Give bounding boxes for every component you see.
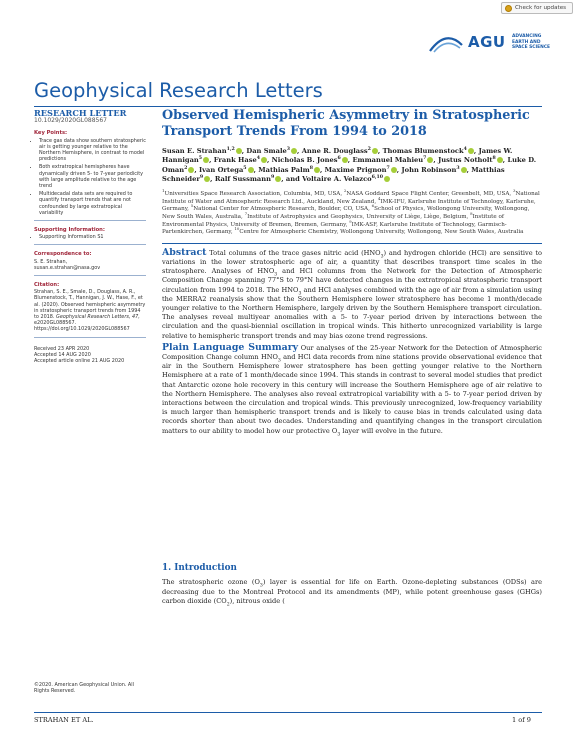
- author-name: Voltaire A. Velazco: [302, 174, 372, 183]
- author-name: Matthias Schneider: [162, 165, 505, 183]
- affiliation-number: 3: [512, 188, 516, 194]
- author-affiliation-mark: 5: [198, 156, 203, 162]
- author-name: Anne R. Douglass: [301, 147, 368, 155]
- key-points-label: Key Points:: [34, 130, 68, 137]
- orcid-icon[interactable]: [248, 167, 254, 173]
- accepted-online-date: Accepted article online 21 AUG 2020: [34, 358, 125, 365]
- orcid-icon[interactable]: [236, 148, 242, 154]
- author-name: Dan Smale: [246, 147, 287, 155]
- author-affiliation-mark: 2: [367, 146, 371, 152]
- orcid-icon[interactable]: [204, 176, 210, 182]
- supporting-info-link[interactable]: • Supporting Information S1: [39, 234, 146, 240]
- running-head: STRAHAN ET AL.: [34, 716, 94, 724]
- sidebar-divider: [34, 244, 146, 245]
- section-heading: 1. Introduction: [162, 563, 237, 573]
- author-affiliation-mark: 5: [243, 165, 247, 171]
- affiliation-number: 8: [470, 211, 473, 217]
- author-name: Thomas Blumenstock: [382, 147, 464, 155]
- agu-globe-icon: [428, 35, 464, 53]
- orcid-icon[interactable]: [261, 157, 267, 163]
- author-affiliation-mark: 9: [270, 174, 275, 180]
- author-affiliation-mark: 6: [337, 156, 341, 162]
- orcid-icon[interactable]: [291, 148, 297, 154]
- orcid-icon[interactable]: [468, 148, 474, 154]
- agu-acronym: AGU: [468, 33, 506, 51]
- agu-logo: [428, 33, 551, 57]
- affiliations: $^1$Universities Space Research Association, Columbia, MD, USA, $^2$NASA Goddard Space Flight Center, Greenbelt, MD, USA, $^3$National Institute of Water and Atmospheric Research Ltd., Auckland, New Zealand, $^4$IMK-IFU, Karlsruhe Institute of Technology, Karlsruhe, Germany, $^5$National Center for Atmospheric Research, Boulder, CO, USA, $^6$School of Physics, Wollongong University, Wollongong, New South Wales, Australia, $^7$Institute of Astrophysics and Geophysics, University of Liège, Liège, Belgium, $^8$Institute of Environmental Physics, University of Bremen, Bremen, Germany, $^9$IMK-ASF, Karlsruhe Institute of Technology, Garmisch-Partenkirchen, Germany, $^{10}$Centre for Atmospheric Chemistry, Wollongong University, Wollongong, New South Wales, Australia: [162, 188, 540, 236]
- author-name: Ralf Sussmann: [214, 174, 271, 183]
- received-date: Received 23 APR 2020: [34, 345, 90, 352]
- introduction-body: [162, 578, 542, 613]
- citation-journal: Geophysical Research Letters, 47,: [56, 314, 140, 321]
- author-name: Luke D. Oman: [162, 156, 537, 174]
- key-point: • Both extratropical hemispheres have dynamically driven 5- to 7-year periodicity with large amplitude relative to the age trend: [39, 164, 146, 189]
- affiliation-number: 9: [349, 218, 352, 224]
- orcid-icon[interactable]: [391, 167, 397, 173]
- orcid-icon[interactable]: [342, 157, 348, 163]
- author-affiliation-mark: 6,10: [371, 174, 384, 180]
- author-name: Susan E. Strahan: [162, 147, 227, 155]
- affiliation-number: 5: [190, 203, 194, 209]
- article-doi[interactable]: 10.1029/2020GL088567: [34, 117, 107, 125]
- author-affiliation-mark: 1,2: [226, 146, 235, 152]
- author-name: Emmanuel Mahieu: [352, 156, 424, 165]
- author-name: Frank Hase: [213, 156, 257, 165]
- orcid-icon[interactable]: [372, 148, 378, 154]
- author-affiliation-mark: 3: [456, 165, 460, 171]
- affiliation-number: 2: [343, 188, 347, 194]
- pls-text: Our analyses of the 25-year Network for the Detection of Atmospheric Composition Change column $HNO_3$ and HCl data records from nine stations provide observational evidence that air in the Southern Hemisphere lower stratosphere has been getting younger relative to the Northern Hemisphere at a rate of 1 month/decade since 1994. This stands in contrast to several model studies that predict that Antarctic ozone hole recovery in this century will increase the Southern Hemisphere age of air relative to the Northern Hemisphere. The analyses also reveal extratropical variability with a 5- to 7-year period driven by interactions between the circulation and tropical winds. This previously unrecognized, low-frequency variability is much larger than hemispheric transport trends and is likely to cause bias in trends calculated using data records shorter than about two decades. Understanding and quantifying changes in the transport circulation matters to our ability to model how our protective $O_3$ layer will evolve in the future.: [162, 343, 542, 437]
- check-for-updates-label: Check for updates: [515, 5, 567, 11]
- article-main: [162, 108, 542, 436]
- orcid-icon[interactable]: [497, 157, 503, 163]
- orcid-icon[interactable]: [188, 167, 194, 173]
- author-name: Justus Notholt: [438, 156, 493, 165]
- author-name: James W. Hannigan: [162, 147, 513, 165]
- affiliation-number: 1: [162, 188, 165, 194]
- author-affiliation-mark: 2: [184, 165, 188, 171]
- page-number: 1 of 9: [512, 716, 531, 724]
- sidebar-divider: [34, 337, 146, 338]
- supporting-info-label: Supporting Information:: [34, 227, 105, 234]
- intro-paragraph: The stratospheric ozone $(O_3)$ layer is essential for life on Earth. Ozone-depleting substances (ODSs) are decreasing due to the Montreal Protocol and its amendments (MP), while potent greenhouse gases (GHGs) carbon dioxide $(CO_2)$, nitrous oxide (: [162, 578, 542, 608]
- orcid-icon[interactable]: [275, 176, 281, 182]
- author-affiliation-mark: 7: [423, 156, 427, 162]
- author-name: Maxime Prignon: [324, 165, 387, 174]
- check-for-updates-button[interactable]: [501, 2, 573, 14]
- author-affiliation-mark: 3: [286, 146, 291, 152]
- citation-text: [34, 289, 146, 332]
- author-affiliation-mark: 4: [256, 156, 260, 162]
- orcid-icon[interactable]: [427, 157, 433, 163]
- orcid-icon[interactable]: [461, 167, 467, 173]
- correspondence-name: S. E. Strahan,: [34, 258, 68, 265]
- key-point: • Multidecadal data sets are required to quantify transport trends that are not confounded by large extratropical variability: [39, 191, 146, 216]
- agu-tagline: ADVANCING EARTH AND SPACE SCIENCE: [512, 34, 551, 51]
- abstract-heading: Abstract: [162, 246, 207, 258]
- article-type: RESEARCH LETTER: [34, 108, 127, 118]
- orcid-icon[interactable]: [314, 167, 320, 173]
- author-name: Mathias Palm: [258, 165, 310, 174]
- abstract-section: [162, 248, 542, 341]
- author-list: Susan E. Strahan$^{1,2}$ , Dan Smale$^3$ , Anne R. Douglass$^2$ , Thomas Blumenstock$^4$ , James W. Hannigan$^5$ , Frank Hase$^4$ , Nicholas B. Jones$^6$ , Emmanuel Mahieu$^7$ , Justus Notholt$^8$ , Luke D. Oman$^2$ , Ivan Ortega$^5$ , Mathias Palm$^8$ , Maxime Prignon$^7$ , John Robinson$^3$ , Matthias Schneider$^9$ , Ralf Sussmann$^9$ , and Voltaire A. Velazco$^{6,10}$: [162, 146, 537, 183]
- orcid-icon[interactable]: [384, 176, 390, 182]
- accepted-date: Accepted 14 AUG 2020: [34, 351, 91, 358]
- abstract-divider: [162, 243, 542, 244]
- citation-doi-link[interactable]: e2020GL088567. https://doi.org/10.1029/2020GL088567: [34, 320, 130, 333]
- affiliation-number: 4: [377, 195, 381, 201]
- sidebar: [34, 110, 146, 364]
- author-affiliation-mark: 9: [199, 174, 204, 180]
- author-affiliation-mark: 8: [492, 156, 496, 162]
- footer-divider: [34, 712, 542, 713]
- author-affiliation-mark: 4: [463, 146, 467, 152]
- author-affiliation-mark: 7: [386, 165, 390, 171]
- citation-label: Citation:: [34, 282, 60, 289]
- correspondence-label: Correspondence to:: [34, 251, 92, 258]
- affiliation-number: 10: [234, 226, 240, 232]
- sidebar-divider: [34, 275, 146, 276]
- affiliation-number: 6: [371, 203, 375, 209]
- sidebar-divider: [34, 220, 146, 221]
- author-name: Ivan Ortega: [199, 165, 244, 174]
- updates-icon: [505, 5, 512, 12]
- author-affiliation-mark: 8: [309, 165, 313, 171]
- journal-title: Geophysical Research Letters: [34, 79, 323, 102]
- supporting-info-list: [34, 234, 146, 240]
- key-point: • Trace gas data show southern stratospheric air is getting younger relative to the Northern Hemisphere, in contrast to model predictions: [39, 138, 146, 163]
- article-title: Observed Hemispheric Asymmetry in Stratospheric Transport Trends From 1994 to 2018: [162, 108, 530, 139]
- pls-heading: Plain Language Summary: [162, 341, 299, 353]
- orcid-icon[interactable]: [203, 157, 209, 163]
- citation-authors: Strahan, S. E., Smale, D., Douglass, A. R., Blumenstock, T., Hannigan, J. W., Hase, F., et al. (2020). Observed hemispheric asymmetry in stratospheric transport trends from 1994 to 2018.: [34, 289, 146, 321]
- correspondence-email[interactable]: susan.e.strahan@nasa.gov: [34, 264, 101, 271]
- plain-language-summary: [162, 343, 542, 436]
- copyright-notice: ©2020. American Geophysical Union. All Rights Reserved.: [34, 682, 134, 695]
- abstract-text: Total columns of the trace gases nitric acid $(HNO_3)$ and hydrogen chloride (HCl) are sensitive to variations in the lower stratospheric age of air, a quantity that describes transport time scales in the stratosphere. Analyses of $HNO_3$ and HCl columns from the Network for the Detection of Atmospheric Composition Change spanning 77°S to 79°N have detected changes in the extratropical stratospheric transport circulation from 1994 to 2018. The $HNO_3$ and HCl analyses combined with the age of air from a simulation using the MERRA2 reanalysis show that the Southern Hemisphere lower stratosphere has become 1 month/decade younger relative to the Northern Hemisphere, largely driven by the Southern Hemisphere transport circulation. The analyses reveal multiyear anomalies with a 5- to 7-year period driven by interactions between the circulation and the quasi-biennial oscillation in tropical winds. This hitherto unrecognized variability is large relative to hemispheric transport trends and may bias ozone trend regressions.: [162, 248, 543, 340]
- author-name: John Robinson: [401, 165, 457, 174]
- key-points-list: [34, 138, 146, 216]
- author-name: Nicholas B. Jones: [271, 156, 338, 165]
- affiliation-number: 7: [244, 211, 248, 217]
